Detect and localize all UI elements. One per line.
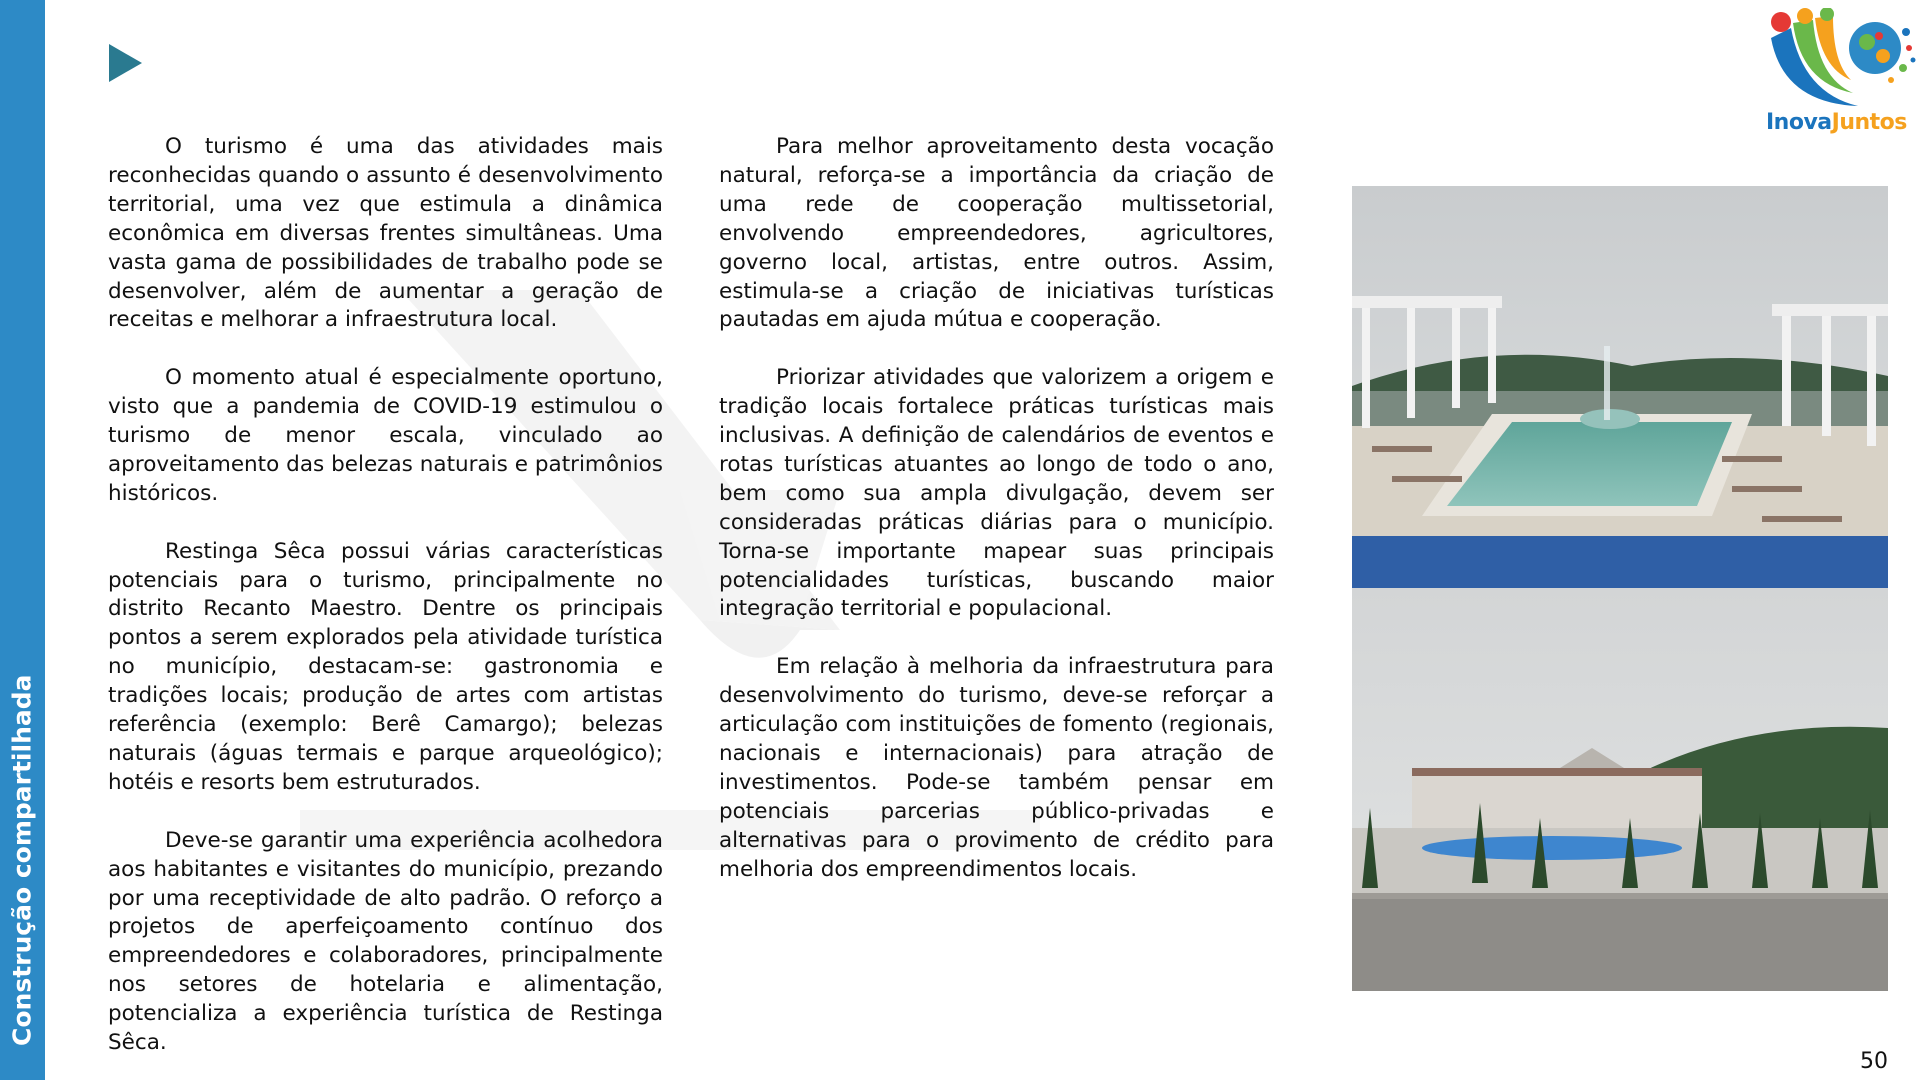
sidebar-label: Construção compartilhada xyxy=(7,674,37,1046)
logo-word-inova: Inova xyxy=(1766,110,1832,135)
text-column-right xyxy=(719,133,1274,885)
text-column-left xyxy=(108,133,663,1058)
page-number: 50 xyxy=(1860,1049,1888,1074)
paragraph: Priorizar atividades que valorizem a origem e tradição locais fortalece práticas turísticas mais inclusivas. A definição de calendários de eventos e rotas turísticas atuantes ao longo de todo o ano, bem como sua ampla divulgação, devem ser consideradas práticas diárias para o município. Torna-se importante mapear suas principais potencialidades turísticas, buscando maior integração territorial e populacional. xyxy=(719,365,1274,622)
paragraph: Restinga Sêca possui várias características potenciais para o turismo, principalmente no distrito Recanto Maestro. Dentre os principais pontos a serem explorados pela atividade turística no município, destacam-se: gastronomia e tradições locais; produção de artes com artistas referência (exemplo: Berê Camargo); belezas naturais (águas termais e parque arqueológico); hotéis e resorts bem estruturados. xyxy=(108,538,663,795)
paragraph: O momento atual é especialmente oportuno, visto que a pandemia de COVID-19 estimulou o turismo de menor escala, vinculado ao aproveitamento das belezas naturais e patrimônios históricos. xyxy=(108,365,663,506)
paragraph: O turismo é uma das atividades mais reconhecidas quando o assunto é desenvolvimento territorial, uma vez que estimula a dinâmica econômica em diversas frentes simultâneas. Uma vasta gama de possibilidades de trabalho pode se desenvolver, além de aumentar a geração de receitas e melhorar a infraestrutura local. xyxy=(108,134,663,333)
resort-photo xyxy=(1352,588,1888,991)
pool-photo xyxy=(1352,186,1888,588)
paragraph: Deve-se garantir uma experiência acolhedora aos habitantes e visitantes do município, prezando por uma receptividade de alto padrão. O reforço a projetos de aperfeiçoamento contínuo dos empreendedores e colaboradores, principalmente nos setores de hotelaria e alimentação, potencializa a experiência turística de Restinga Sêca. xyxy=(108,827,663,1056)
section-marker-icon xyxy=(109,44,142,82)
logo-wordmark xyxy=(1766,110,1907,135)
logo-word-juntos: Juntos xyxy=(1831,110,1907,135)
paragraph: Em relação à melhoria da infraestrutura para desenvolvimento do turismo, deve-se reforçar a articulação com instituições de fomento (regionais, nacionais e internacionais) para atração de investimentos. Pode-se também pensar em potenciais parcerias público-privadas e alternativas para o provimento de crédito para melhoria dos empreendimentos locais. xyxy=(719,654,1274,882)
sidebar-strip xyxy=(0,0,45,1080)
paragraph: Para melhor aproveitamento desta vocação natural, reforça-se a importância da criação de uma rede de cooperação multissetorial, envolvendo empreendedores, agricultores, governo local, artistas, entre outros. Assim, estimula-se a criação de iniciativas turísticas pautadas em ajuda mútua e cooperação. xyxy=(719,134,1274,333)
